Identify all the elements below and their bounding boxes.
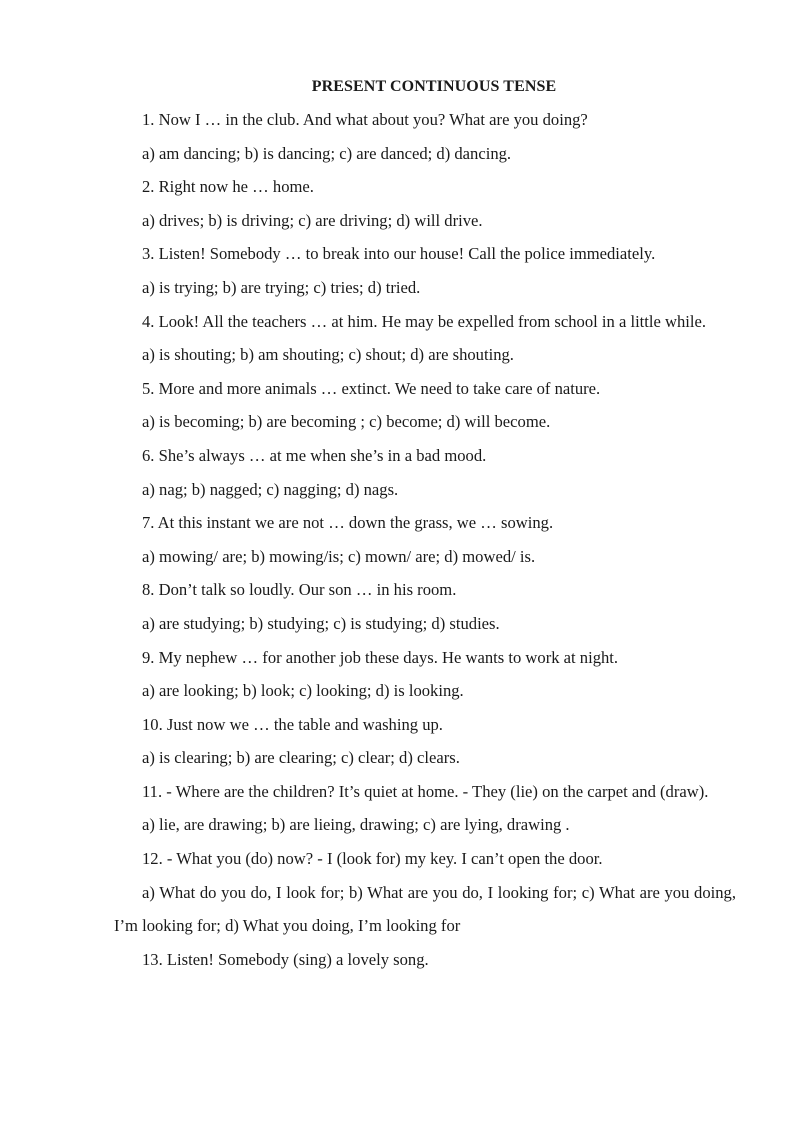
question-6: 6. She’s always … at me when she’s in a bad mood.	[142, 445, 487, 465]
options-6: a) nag; b) nagged; c) nagging; d) nags.	[142, 479, 399, 499]
question-10: 10. Just now we … the table and washing up.	[142, 714, 443, 734]
options-7: a) mowing/ are; b) mowing/is; c) mown/ are; d) mowed/ is.	[142, 546, 536, 566]
options-4: a) is shouting; b) am shouting; c) shout; d) are shouting.	[142, 345, 514, 365]
question-7: 7. At this instant we are not … down the grass, we … sowing.	[142, 513, 554, 533]
options-5: a) is becoming; b) are becoming ; c) become; d) will become.	[142, 412, 551, 432]
question-5: 5. More and more animals … extinct. We need to take care of nature.	[142, 378, 601, 398]
options-11: a) lie, are drawing; b) are lieing, drawing; c) are lying, drawing .	[142, 815, 570, 835]
question-11: 11. - Where are the children? It’s quiet at home. - They (lie) on the carpet and (draw).	[142, 781, 709, 801]
options-10: a) is clearing; b) are clearing; c) clear; d) clears.	[142, 748, 460, 768]
question-4: 4. Look! All the teachers … at him. He may be expelled from school in a little while.	[142, 311, 707, 331]
options-12: a) What do you do, I look for; b) What are you do, I looking for; c) What are you doing, I’m looking for; d) What you doing, I’m looking for	[114, 882, 736, 936]
question-13: 13. Listen! Somebody (sing) a lovely song.	[142, 949, 429, 969]
options-3: a) is trying; b) are trying; c) tries; d) tried.	[142, 277, 421, 297]
question-2: 2. Right now he … home.	[142, 177, 314, 197]
question-12: 12. - What you (do) now? - I (look for) my key. I can’t open the door.	[142, 849, 603, 869]
document-title: PRESENT CONTINUOUS TENSE	[311, 78, 557, 95]
question-3: 3. Listen! Somebody … to break into our house! Call the police immediately.	[142, 244, 656, 264]
options-1: a) am dancing; b) is dancing; c) are danced; d) dancing.	[142, 143, 512, 163]
question-1: 1. Now I … in the club. And what about you? What are you doing?	[142, 110, 588, 129]
options-2: a) drives; b) is driving; c) are driving; d) will drive.	[142, 210, 483, 230]
options-9: a) are looking; b) look; c) looking; d) is looking.	[142, 681, 464, 701]
options-8: a) are studying; b) studying; c) is studying; d) studies.	[142, 613, 500, 633]
question-9: 9. My nephew … for another job these days. He wants to work at night.	[142, 647, 619, 667]
question-8: 8. Don’t talk so loudly. Our son … in his room.	[142, 580, 457, 600]
document-page	[114, 74, 736, 976]
